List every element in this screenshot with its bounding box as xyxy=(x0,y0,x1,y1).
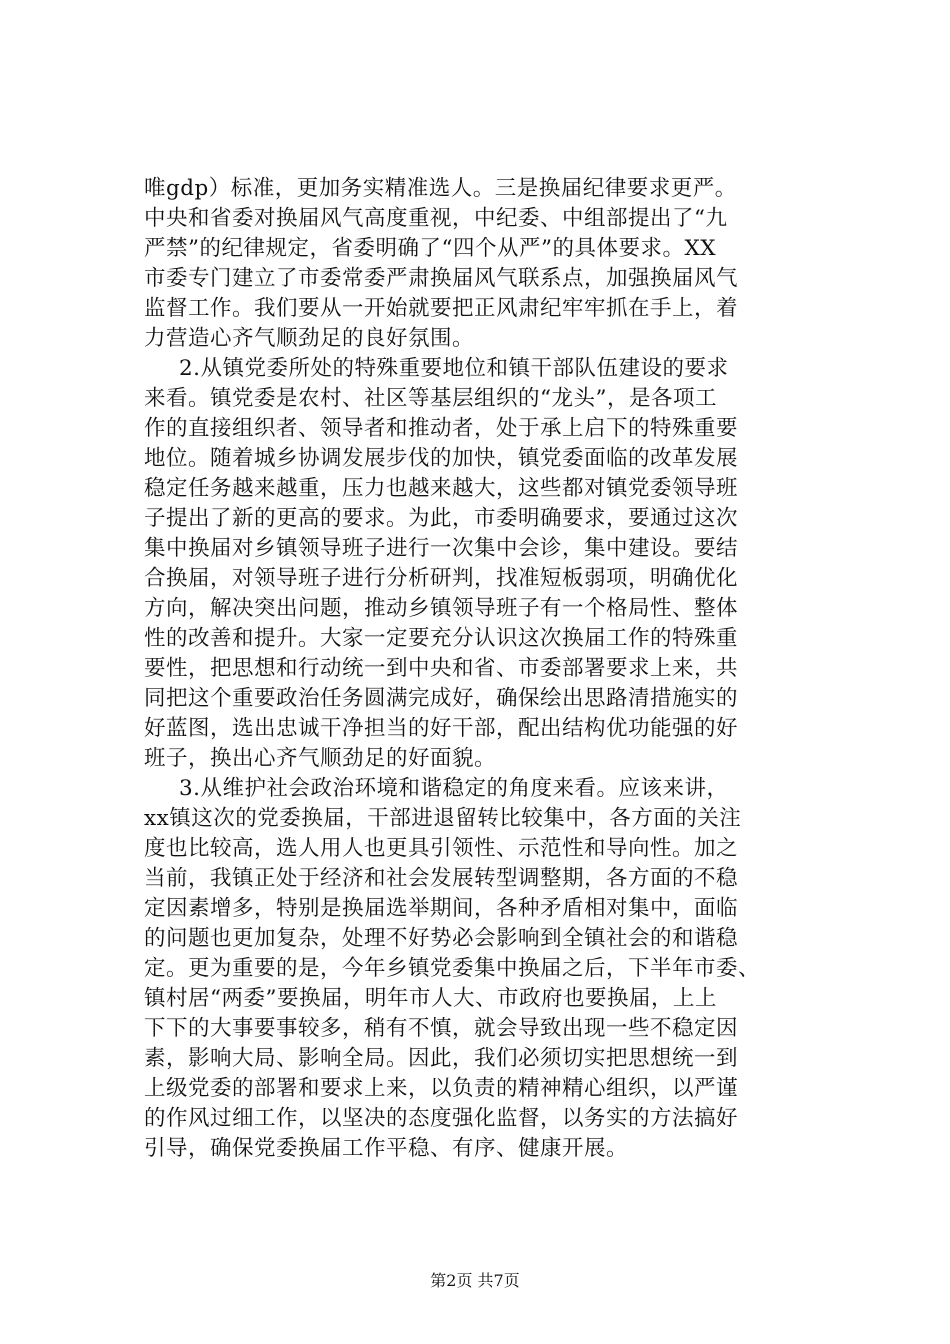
text-line: 镇村居“两委”要换届，明年市人大、市政府也要换届，上上 xyxy=(144,986,717,1011)
text-line: 中央和省委对换届风气高度重视，中纪委、中组部提出了“九 xyxy=(144,206,728,231)
text-line: 度也比较高，选人用人也更具引领性、示范性和导向性。加之 xyxy=(144,836,739,861)
text-line: 唯gdp）标准，更加务实精准选人。三是换届纪律要求更严。 xyxy=(144,176,737,201)
text-line: 定。更为重要的是，今年乡镇党委集中换届之后，下半年市委、 xyxy=(144,956,761,981)
text-line: 同把这个重要政治任务圆满完成好，确保绘出思路清措施实的 xyxy=(144,686,739,711)
text-line: 性的改善和提升。大家一定要充分认识这次换届工作的特殊重 xyxy=(144,626,739,651)
text-line: 素，影响大局、影响全局。因此，我们必须切实把思想统一到 xyxy=(144,1046,739,1071)
body-text xyxy=(144,174,824,1164)
paragraph-3 xyxy=(144,774,824,1164)
text-line: 上级党委的部署和要求上来，以负责的精神精心组织，以严谨 xyxy=(144,1076,739,1101)
text-line: 稳定任务越来越重，压力也越来越大，这些都对镇党委领导班 xyxy=(144,476,739,501)
text-line: 引导，确保党委换届工作平稳、有序、健康开展。 xyxy=(144,1136,629,1161)
page-footer xyxy=(0,1268,950,1291)
text-line: 的作风过细工作，以坚决的态度强化监督，以务实的方法搞好 xyxy=(144,1106,739,1131)
page-number: 第2页 共7页 xyxy=(430,1271,520,1290)
text-line: 当前，我镇正处于经济和社会发展转型调整期，各方面的不稳 xyxy=(144,866,739,891)
text-line: 的问题也更加复杂，处理不好势必会影响到全镇社会的和谐稳 xyxy=(144,926,739,951)
text-line: 班子，换出心齐气顺劲足的好面貌。 xyxy=(144,746,497,771)
text-line: 要性，把思想和行动统一到中央和省、市委部署要求上来，共 xyxy=(144,656,739,681)
text-line: 来看。镇党委是农村、社区等基层组织的“龙头”，是各项工 xyxy=(144,386,717,411)
text-line: xx镇这次的党委换届，干部进退留转比较集中，各方面的关注 xyxy=(144,806,742,831)
text-line: 合换届，对领导班子进行分析研判，找准短板弱项，明确优化 xyxy=(144,566,739,591)
text-line: 好蓝图，选出忠诚干净担当的好干部，配出结构优功能强的好 xyxy=(144,716,739,741)
text-line: 2.从镇党委所处的特殊重要地位和镇干部队伍建设的要求 xyxy=(179,356,729,381)
text-line: 集中换届对乡镇领导班子进行一次集中会诊，集中建设。要结 xyxy=(144,536,739,561)
text-line: 下下的大事要事较多，稍有不慎，就会导致出现一些不稳定因 xyxy=(144,1016,739,1041)
paragraph-1 xyxy=(144,174,824,354)
text-line: 子提出了新的更高的要求。为此，市委明确要求，要通过这次 xyxy=(144,506,739,531)
paragraph-2 xyxy=(144,354,824,774)
text-line: 市委专门建立了市委常委严肃换届风气联系点，加强换届风气 xyxy=(144,266,739,291)
text-line: 监督工作。我们要从一开始就要把正风肃纪牢牢抓在手上，着 xyxy=(144,296,739,321)
text-line: 地位。随着城乡协调发展步伐的加快，镇党委面临的改革发展 xyxy=(144,446,739,471)
text-line: 作的直接组织者、领导者和推动者，处于承上启下的特殊重要 xyxy=(144,416,739,441)
text-line: 3.从维护社会政治环境和谐稳定的角度来看。应该来讲， xyxy=(179,776,729,801)
text-line: 严禁”的纪律规定，省委明确了“四个从严”的具体要求。XX xyxy=(144,236,717,261)
text-line: 定因素增多，特别是换届选举期间，各种矛盾相对集中，面临 xyxy=(144,896,739,921)
text-line: 力营造心齐气顺劲足的良好氛围。 xyxy=(144,326,475,351)
text-line: 方向，解决突出问题，推动乡镇领导班子有一个格局性、整体 xyxy=(144,596,739,621)
